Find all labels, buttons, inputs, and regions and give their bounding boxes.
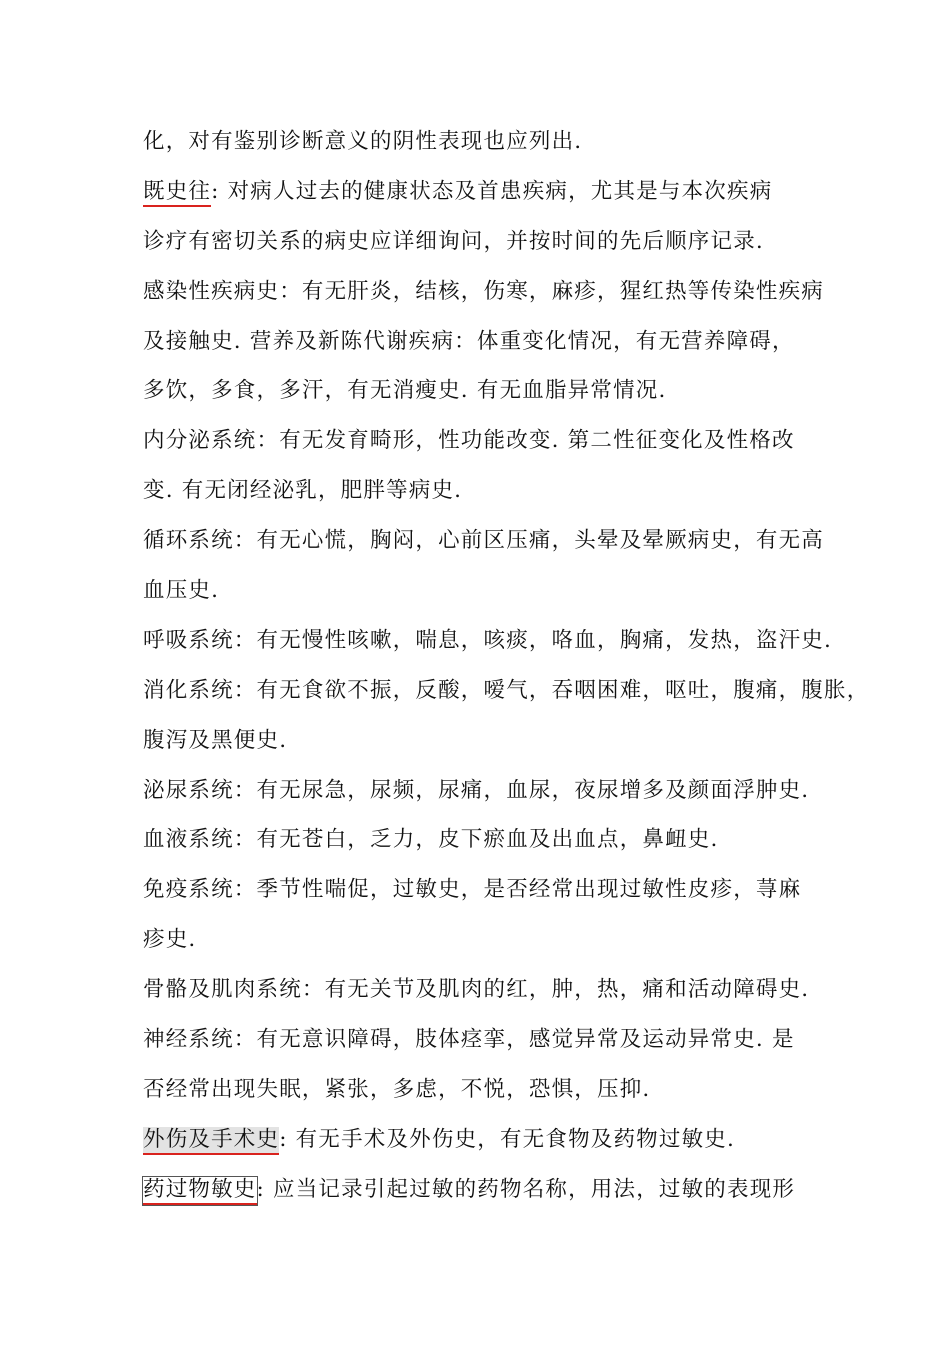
text-line: 腹泻及黑便史. — [143, 727, 288, 753]
text-line: 变. 有无闭经泌乳，肥胖等病史. — [143, 478, 463, 504]
text-line: 化，对有鉴别诊断意义的阴性表现也应列出. — [143, 129, 583, 154]
text-line: 呼吸系统：有无慢性咳嗽，喘息，咳痰，咯血，胸痛，发热，盗汗史. — [143, 627, 833, 653]
boxed-term: 药过物敏史 — [143, 1177, 257, 1205]
text-line: 既史往: 对病人过去的健康状态及首患疾病，尤其是与本次疾病 — [143, 172, 843, 222]
text-line: 免疫系统：季节性喘促，过敏史，是否经常出现过敏性皮疹，荨麻 — [143, 877, 802, 903]
text-line: 外伤及手术史: 有无手术及外伤史，有无食物及药物过敏史. — [143, 1120, 843, 1170]
document-body — [143, 122, 870, 1220]
text-line: 骨骼及肌肉系统：有无关节及肌肉的红，肿，热，痛和活动障碍史. — [143, 977, 810, 1003]
text-line: 泌尿系统：有无尿急，尿频，尿痛，血尿，夜尿增多及颜面浮肿史. — [143, 777, 810, 803]
text-line: 多饮，多食，多汗，有无消瘦史. 有无血脂异常情况. — [143, 378, 667, 404]
text-line: 感染性疾病史：有无肝炎，结核，伤寒，麻疹，猩红热等传染性疾病 — [143, 278, 825, 304]
text-line: 内分泌系统：有无发育畸形，性功能改变. 第二性征变化及性格改 — [143, 428, 795, 454]
text-line: 血压史. — [143, 578, 220, 604]
text-line: 血液系统：有无苍白，乏力，皮下瘀血及出血点，鼻衄史. — [143, 827, 719, 853]
text-line: 诊疗有密切关系的病史应详细询问，并按时间的先后顺序记录. — [143, 228, 764, 254]
highlighted-term: 外伤及手术史 — [143, 1127, 279, 1155]
text-line: 及接触史. 营养及新陈代谢疾病：体重变化情况，有无营养障碍， — [143, 328, 795, 354]
text-line: 神经系统：有无意识障碍，肢体痉挛，感觉异常及运动异常史. 是 — [143, 1027, 795, 1053]
text-line: 否经常出现失眠，紧张，多虑，不悦，恐惧，压抑. — [143, 1076, 651, 1102]
text-line: 循环系统：有无心慌，胸闷，心前区压痛，头晕及晕厥病史，有无高 — [143, 528, 825, 554]
text-line: 疹史. — [143, 927, 197, 953]
underlined-term: 既史往 — [143, 179, 211, 207]
text-line: 消化系统：有无食欲不振，反酸，嗳气，吞咽困难，呕吐，腹痛，腹胀， — [143, 677, 870, 703]
text-line: 药过物敏史: 应当记录引起过敏的药物名称，用法，过敏的表现形 — [143, 1170, 843, 1220]
